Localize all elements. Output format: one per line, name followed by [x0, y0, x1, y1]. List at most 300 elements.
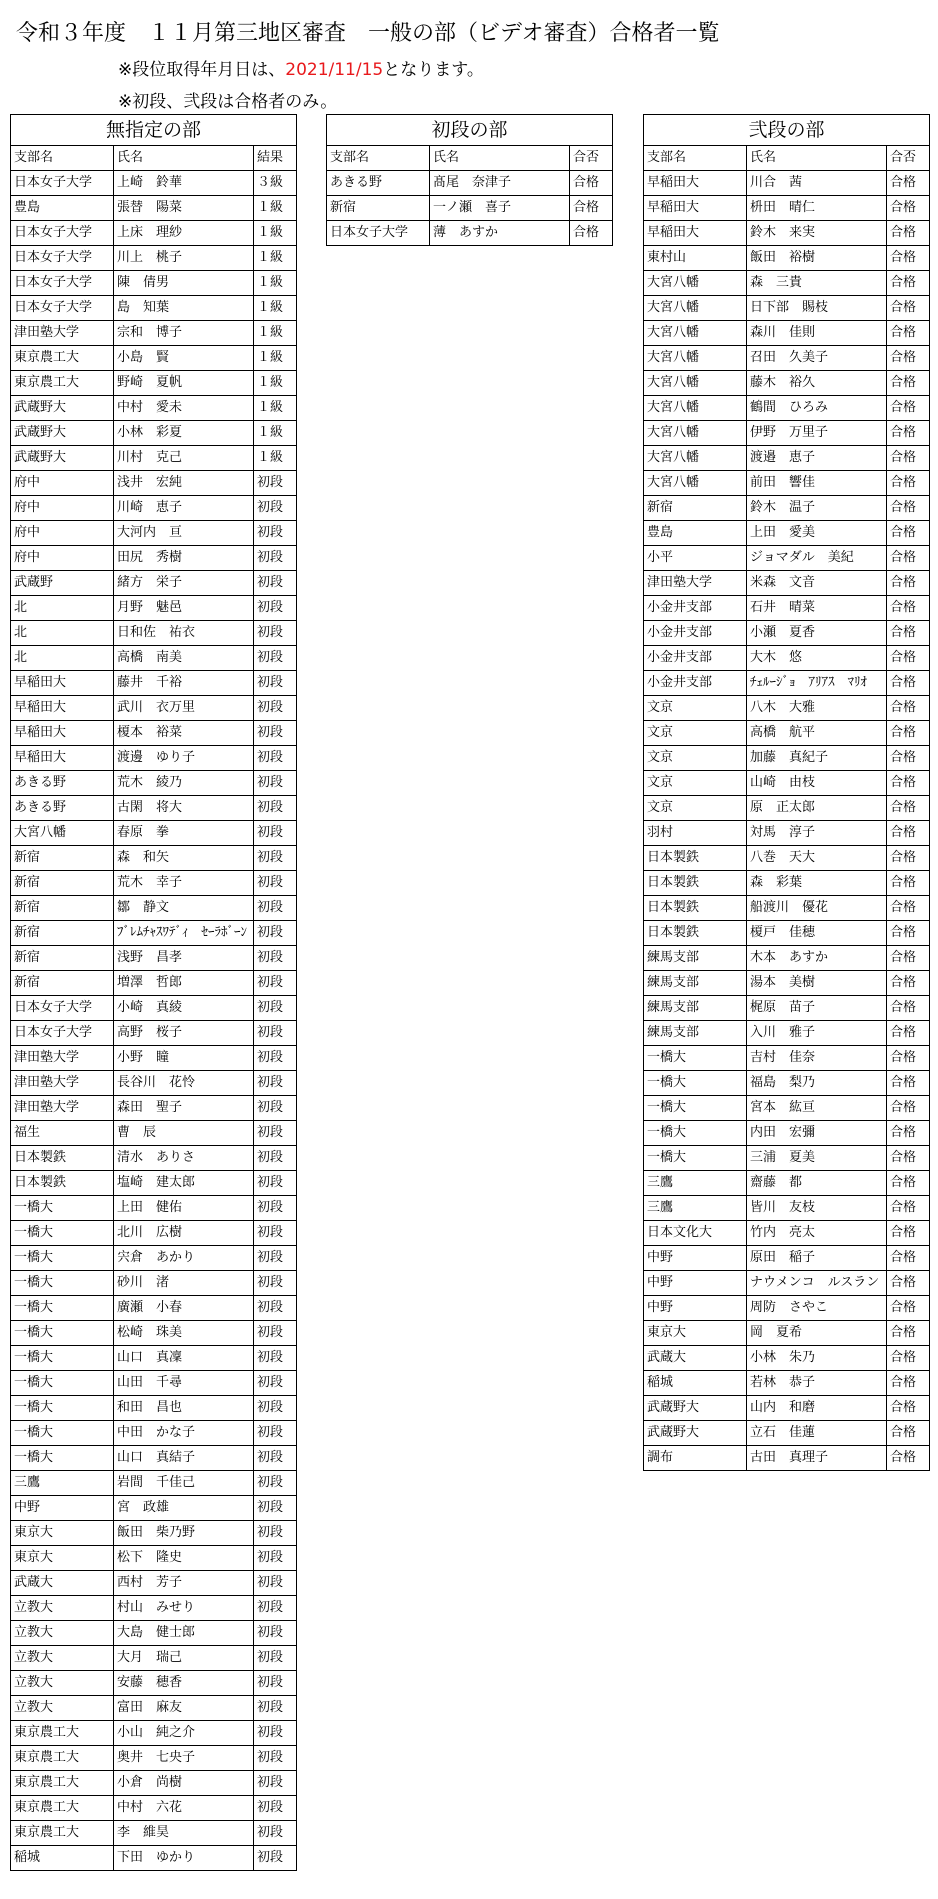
name-cell: 鄒 静文: [114, 896, 254, 921]
table-row: [644, 971, 930, 996]
table-row: [11, 746, 297, 771]
result-cell: 合格: [887, 1196, 930, 1221]
name-cell: 大島 健士郎: [114, 1621, 254, 1646]
table-row: [644, 1196, 930, 1221]
table-unspecified: [10, 114, 297, 1871]
result-cell: １級: [254, 421, 297, 446]
result-cell: 初段: [254, 946, 297, 971]
table-row: [11, 271, 297, 296]
name-cell: 周防 さやこ: [747, 1296, 887, 1321]
name-cell: 古田 真理子: [747, 1446, 887, 1471]
result-cell: １級: [254, 446, 297, 471]
branch-cell: 立教大: [11, 1696, 114, 1721]
branch-cell: 大宮八幡: [11, 821, 114, 846]
table-row: [11, 796, 297, 821]
result-cell: 合格: [887, 1446, 930, 1471]
table-row: [644, 1396, 930, 1421]
result-cell: 初段: [254, 1721, 297, 1746]
name-cell: 富田 麻友: [114, 1696, 254, 1721]
name-cell: 安藤 穂香: [114, 1671, 254, 1696]
branch-cell: 北: [11, 596, 114, 621]
result-cell: １級: [254, 321, 297, 346]
table-row: [11, 171, 297, 196]
result-cell: 合格: [887, 996, 930, 1021]
result-cell: 合格: [887, 896, 930, 921]
branch-cell: 練馬支部: [644, 1021, 747, 1046]
result-cell: 合格: [887, 1046, 930, 1071]
result-cell: 合格: [887, 221, 930, 246]
result-cell: 初段: [254, 1296, 297, 1321]
result-cell: 合格: [887, 871, 930, 896]
name-cell: 大木 悠: [747, 646, 887, 671]
result-cell: ３級: [254, 171, 297, 196]
name-cell: 森 三貴: [747, 271, 887, 296]
branch-cell: 小金井支部: [644, 596, 747, 621]
name-cell: 前田 響佳: [747, 471, 887, 496]
table-row: [644, 896, 930, 921]
branch-cell: 三鷹: [644, 1196, 747, 1221]
table-row: [11, 1696, 297, 1721]
result-cell: 合格: [887, 471, 930, 496]
branch-cell: 北: [11, 646, 114, 671]
result-cell: 合格: [887, 271, 930, 296]
table-row: [11, 821, 297, 846]
name-cell: 髙尾 奈津子: [430, 171, 570, 196]
name-cell: 浅野 昌孝: [114, 946, 254, 971]
branch-cell: 日本女子大学: [11, 296, 114, 321]
branch-cell: 日本製鉄: [644, 896, 747, 921]
table-row: [644, 721, 930, 746]
result-cell: 合格: [887, 1396, 930, 1421]
branch-cell: 日本女子大学: [11, 996, 114, 1021]
name-cell: 小林 彩夏: [114, 421, 254, 446]
result-cell: 合格: [887, 346, 930, 371]
name-cell: 浅井 宏純: [114, 471, 254, 496]
result-cell: 合格: [887, 1371, 930, 1396]
name-cell: 対馬 淳子: [747, 821, 887, 846]
table-row: [327, 221, 613, 246]
table-row: [11, 1246, 297, 1271]
result-cell: 初段: [254, 1046, 297, 1071]
table-caption: 初段の部: [327, 115, 613, 146]
name-cell: 飯田 裕樹: [747, 246, 887, 271]
branch-cell: 大宮八幡: [644, 446, 747, 471]
table-row: [644, 196, 930, 221]
name-cell: 岡 夏希: [747, 1321, 887, 1346]
column-header-result: 合否: [887, 146, 930, 171]
branch-cell: 中野: [11, 1496, 114, 1521]
table-row: [644, 1121, 930, 1146]
result-cell: 合格: [887, 571, 930, 596]
branch-cell: あきる野: [11, 771, 114, 796]
branch-cell: 練馬支部: [644, 996, 747, 1021]
table-row: [11, 1496, 297, 1521]
result-cell: 初段: [254, 521, 297, 546]
name-cell: 武川 衣万里: [114, 696, 254, 721]
table-nidan: [643, 114, 930, 1471]
result-cell: １級: [254, 246, 297, 271]
name-cell: 吉村 佳奈: [747, 1046, 887, 1071]
result-cell: 合格: [887, 1271, 930, 1296]
table-row: [11, 1296, 297, 1321]
result-cell: １級: [254, 196, 297, 221]
table-row: [644, 496, 930, 521]
branch-cell: 一橋大: [11, 1296, 114, 1321]
result-cell: １級: [254, 371, 297, 396]
name-cell: 川崎 恵子: [114, 496, 254, 521]
table-row: [11, 246, 297, 271]
table-row: [644, 621, 930, 646]
result-cell: 合格: [887, 296, 930, 321]
branch-cell: 大宮八幡: [644, 296, 747, 321]
branch-cell: 文京: [644, 771, 747, 796]
branch-cell: 武蔵野大: [644, 1421, 747, 1446]
name-cell: 榎本 裕菜: [114, 721, 254, 746]
name-cell: 上床 理紗: [114, 221, 254, 246]
branch-cell: 羽村: [644, 821, 747, 846]
branch-cell: 三鷹: [644, 1171, 747, 1196]
table-row: [644, 1421, 930, 1446]
branch-cell: 福生: [11, 1121, 114, 1146]
branch-cell: 豊島: [644, 521, 747, 546]
table-row: [11, 196, 297, 221]
result-cell: 合格: [887, 546, 930, 571]
table-row: [11, 871, 297, 896]
name-cell: 小島 賢: [114, 346, 254, 371]
result-cell: 初段: [254, 1546, 297, 1571]
name-cell: 米森 文音: [747, 571, 887, 596]
name-cell: 小山 純之介: [114, 1721, 254, 1746]
result-cell: 初段: [254, 496, 297, 521]
branch-cell: 大宮八幡: [644, 421, 747, 446]
table-row: [11, 371, 297, 396]
name-cell: 榎戸 佳穂: [747, 921, 887, 946]
table-row: [644, 421, 930, 446]
branch-cell: 調布: [644, 1446, 747, 1471]
result-cell: 合格: [887, 746, 930, 771]
table-row: [644, 221, 930, 246]
table-row: [11, 1146, 297, 1171]
result-cell: 合格: [887, 1121, 930, 1146]
note-suffix: となります。: [383, 60, 484, 80]
name-cell: 下田 ゆかり: [114, 1846, 254, 1871]
branch-cell: 早稲田大: [644, 171, 747, 196]
branch-cell: 一橋大: [644, 1096, 747, 1121]
branch-cell: 武蔵野大: [11, 421, 114, 446]
result-cell: 合格: [887, 446, 930, 471]
name-cell: 藤木 裕久: [747, 371, 887, 396]
result-cell: 合格: [887, 596, 930, 621]
branch-cell: 一橋大: [644, 1046, 747, 1071]
name-cell: 三浦 夏美: [747, 1146, 887, 1171]
table-row: [11, 1846, 297, 1871]
table-row: [11, 696, 297, 721]
table-row: [11, 1046, 297, 1071]
branch-cell: 日本製鉄: [11, 1146, 114, 1171]
branch-cell: 北: [11, 621, 114, 646]
branch-cell: 稲城: [11, 1846, 114, 1871]
branch-cell: 津田塾大学: [11, 1096, 114, 1121]
result-cell: 合格: [887, 1221, 930, 1246]
name-cell: 和田 昌也: [114, 1396, 254, 1421]
result-cell: 合格: [887, 1146, 930, 1171]
result-cell: 合格: [887, 696, 930, 721]
name-cell: 野崎 夏帆: [114, 371, 254, 396]
name-cell: 山口 真凜: [114, 1346, 254, 1371]
name-cell: 梶原 苗子: [747, 996, 887, 1021]
name-cell: 飯田 柴乃野: [114, 1521, 254, 1546]
table-row: [644, 1296, 930, 1321]
table-row: [644, 571, 930, 596]
name-cell: ﾁｪﾙｰｼﾞｮ ｱﾘｱｽ ﾏﾘｵ: [747, 671, 887, 696]
column-header-branch: 支部名: [11, 146, 114, 171]
branch-cell: 日本女子大学: [11, 221, 114, 246]
branch-cell: 東京農工大: [11, 371, 114, 396]
branch-cell: 一橋大: [644, 1071, 747, 1096]
result-cell: 合格: [887, 246, 930, 271]
result-cell: 初段: [254, 546, 297, 571]
branch-cell: 日本女子大学: [11, 1021, 114, 1046]
result-cell: 初段: [254, 896, 297, 921]
result-cell: 初段: [254, 1696, 297, 1721]
name-cell: 皆川 友枝: [747, 1196, 887, 1221]
table-row: [11, 521, 297, 546]
branch-cell: 東京農工大: [11, 1771, 114, 1796]
table-row: [11, 621, 297, 646]
branch-cell: 津田塾大学: [11, 1046, 114, 1071]
table-row: [11, 1796, 297, 1821]
branch-cell: 津田塾大学: [11, 1071, 114, 1096]
table-row: [11, 1771, 297, 1796]
name-cell: 船渡川 優花: [747, 896, 887, 921]
name-cell: 小林 朱乃: [747, 1346, 887, 1371]
table-row: [11, 1071, 297, 1096]
table-row: [644, 821, 930, 846]
branch-cell: 早稲田大: [11, 721, 114, 746]
table-row: [644, 646, 930, 671]
name-cell: 大河内 亘: [114, 521, 254, 546]
name-cell: 齋藤 都: [747, 1171, 887, 1196]
name-cell: 上田 健佑: [114, 1196, 254, 1221]
name-cell: 福島 梨乃: [747, 1071, 887, 1096]
table-row: [644, 546, 930, 571]
result-cell: 初段: [254, 1321, 297, 1346]
branch-cell: 日本女子大学: [11, 171, 114, 196]
name-cell: 緒方 栄子: [114, 571, 254, 596]
branch-cell: 一橋大: [11, 1221, 114, 1246]
table-row: [644, 1146, 930, 1171]
name-cell: 小崎 真綾: [114, 996, 254, 1021]
result-cell: 初段: [254, 1121, 297, 1146]
table-row: [11, 1821, 297, 1846]
branch-cell: 一橋大: [11, 1271, 114, 1296]
table-row: [644, 1221, 930, 1246]
result-cell: 初段: [254, 621, 297, 646]
result-cell: 初段: [254, 696, 297, 721]
result-cell: 合格: [887, 946, 930, 971]
result-cell: 初段: [254, 1471, 297, 1496]
name-cell: 曹 辰: [114, 1121, 254, 1146]
branch-cell: 立教大: [11, 1596, 114, 1621]
table-row: [11, 396, 297, 421]
branch-cell: 新宿: [11, 871, 114, 896]
column-header-branch: 支部名: [327, 146, 430, 171]
branch-cell: 早稲田大: [11, 671, 114, 696]
table-row: [11, 1646, 297, 1671]
result-cell: １級: [254, 296, 297, 321]
name-cell: 古閑 将大: [114, 796, 254, 821]
result-cell: 初段: [254, 1071, 297, 1096]
column-header-name: 氏名: [430, 146, 570, 171]
name-cell: 鶴間 ひろみ: [747, 396, 887, 421]
name-cell: 原田 稲子: [747, 1246, 887, 1271]
result-cell: 合格: [887, 771, 930, 796]
branch-cell: 一橋大: [644, 1146, 747, 1171]
table-row: [644, 1346, 930, 1371]
table-row: [644, 1271, 930, 1296]
column-header-name: 氏名: [747, 146, 887, 171]
name-cell: 松崎 珠美: [114, 1321, 254, 1346]
result-cell: 初段: [254, 1171, 297, 1196]
result-cell: 初段: [254, 971, 297, 996]
branch-cell: 早稲田大: [644, 196, 747, 221]
name-cell: 一ノ瀬 喜子: [430, 196, 570, 221]
result-cell: 初段: [254, 771, 297, 796]
result-cell: 合格: [570, 171, 613, 196]
result-cell: 合格: [887, 821, 930, 846]
table-row: [644, 846, 930, 871]
result-cell: 初段: [254, 1771, 297, 1796]
result-cell: 初段: [254, 1271, 297, 1296]
result-cell: 合格: [887, 1096, 930, 1121]
name-cell: 藤井 千裕: [114, 671, 254, 696]
result-cell: 初段: [254, 471, 297, 496]
branch-cell: 小平: [644, 546, 747, 571]
branch-cell: 文京: [644, 796, 747, 821]
result-cell: 初段: [254, 721, 297, 746]
branch-cell: 稲城: [644, 1371, 747, 1396]
table-row: [11, 971, 297, 996]
name-cell: 山田 千尋: [114, 1371, 254, 1396]
branch-cell: 日本女子大学: [11, 271, 114, 296]
branch-cell: あきる野: [11, 796, 114, 821]
branch-cell: 東京農工大: [11, 1821, 114, 1846]
branch-cell: 立教大: [11, 1646, 114, 1671]
table-row: [11, 1196, 297, 1221]
name-cell: 大月 瑞己: [114, 1646, 254, 1671]
branch-cell: 東京大: [644, 1321, 747, 1346]
column-header-result: 合否: [570, 146, 613, 171]
branch-cell: 練馬支部: [644, 946, 747, 971]
table-row: [11, 1721, 297, 1746]
name-cell: 荒木 幸子: [114, 871, 254, 896]
table-row: [11, 496, 297, 521]
name-cell: 小倉 尚樹: [114, 1771, 254, 1796]
table-row: [644, 671, 930, 696]
table-row: [644, 1321, 930, 1346]
table-row: [644, 321, 930, 346]
table-caption: 弐段の部: [644, 115, 930, 146]
table-row: [644, 921, 930, 946]
result-cell: 合格: [887, 1421, 930, 1446]
branch-cell: 一橋大: [11, 1321, 114, 1346]
name-cell: 増澤 哲郎: [114, 971, 254, 996]
name-cell: 若林 恭子: [747, 1371, 887, 1396]
branch-cell: 文京: [644, 746, 747, 771]
branch-cell: 文京: [644, 721, 747, 746]
branch-cell: 一橋大: [644, 1121, 747, 1146]
result-cell: 初段: [254, 796, 297, 821]
result-cell: 初段: [254, 1846, 297, 1871]
name-cell: 山口 真結子: [114, 1446, 254, 1471]
acquisition-date-note: [118, 55, 484, 80]
result-cell: １級: [254, 271, 297, 296]
branch-cell: 中野: [644, 1246, 747, 1271]
result-cell: 合格: [887, 1071, 930, 1096]
table-row: [644, 1021, 930, 1046]
result-cell: 初段: [254, 1221, 297, 1246]
name-cell: 村山 みせり: [114, 1596, 254, 1621]
result-cell: 初段: [254, 1021, 297, 1046]
result-cell: 初段: [254, 1421, 297, 1446]
name-cell: 湯本 美樹: [747, 971, 887, 996]
name-cell: 長谷川 花怜: [114, 1071, 254, 1096]
name-cell: 中村 六花: [114, 1796, 254, 1821]
name-cell: 川合 茜: [747, 171, 887, 196]
result-cell: 合格: [887, 371, 930, 396]
table-row: [11, 1746, 297, 1771]
branch-cell: 大宮八幡: [644, 321, 747, 346]
name-cell: 加藤 真紀子: [747, 746, 887, 771]
branch-cell: 東京農工大: [11, 1746, 114, 1771]
name-cell: 鈴木 温子: [747, 496, 887, 521]
table-row: [11, 1271, 297, 1296]
name-cell: 松下 隆史: [114, 1546, 254, 1571]
result-cell: 初段: [254, 1396, 297, 1421]
branch-cell: 一橋大: [11, 1246, 114, 1271]
branch-cell: 日本製鉄: [11, 1171, 114, 1196]
table-row: [644, 521, 930, 546]
column-header-result: 結果: [254, 146, 297, 171]
name-cell: ジョマダル 美紀: [747, 546, 887, 571]
branch-cell: 早稲田大: [644, 221, 747, 246]
branch-cell: 新宿: [11, 971, 114, 996]
table-shodan: [326, 114, 613, 246]
table-row: [644, 996, 930, 1021]
branch-cell: 大宮八幡: [644, 396, 747, 421]
result-cell: 合格: [887, 1321, 930, 1346]
result-cell: １級: [254, 221, 297, 246]
table-row: [11, 1571, 297, 1596]
name-cell: 月野 魅邑: [114, 596, 254, 621]
name-cell: 木本 あすか: [747, 946, 887, 971]
name-cell: 宗和 博子: [114, 321, 254, 346]
result-cell: 初段: [254, 1821, 297, 1846]
result-cell: 初段: [254, 1371, 297, 1396]
branch-cell: 東京大: [11, 1521, 114, 1546]
branch-cell: 中野: [644, 1271, 747, 1296]
branch-cell: 武蔵野大: [644, 1396, 747, 1421]
branch-cell: 大宮八幡: [644, 271, 747, 296]
column-header-name: 氏名: [114, 146, 254, 171]
name-cell: 宮本 紘亘: [747, 1096, 887, 1121]
name-cell: 内田 宏彌: [747, 1121, 887, 1146]
passers-only-note: ※初段、弐段は合格者のみ。: [118, 92, 338, 112]
table-row: [11, 896, 297, 921]
note-prefix: ※段位取得年月日は、: [118, 60, 286, 80]
branch-cell: 府中: [11, 471, 114, 496]
branch-cell: 武蔵野大: [11, 396, 114, 421]
